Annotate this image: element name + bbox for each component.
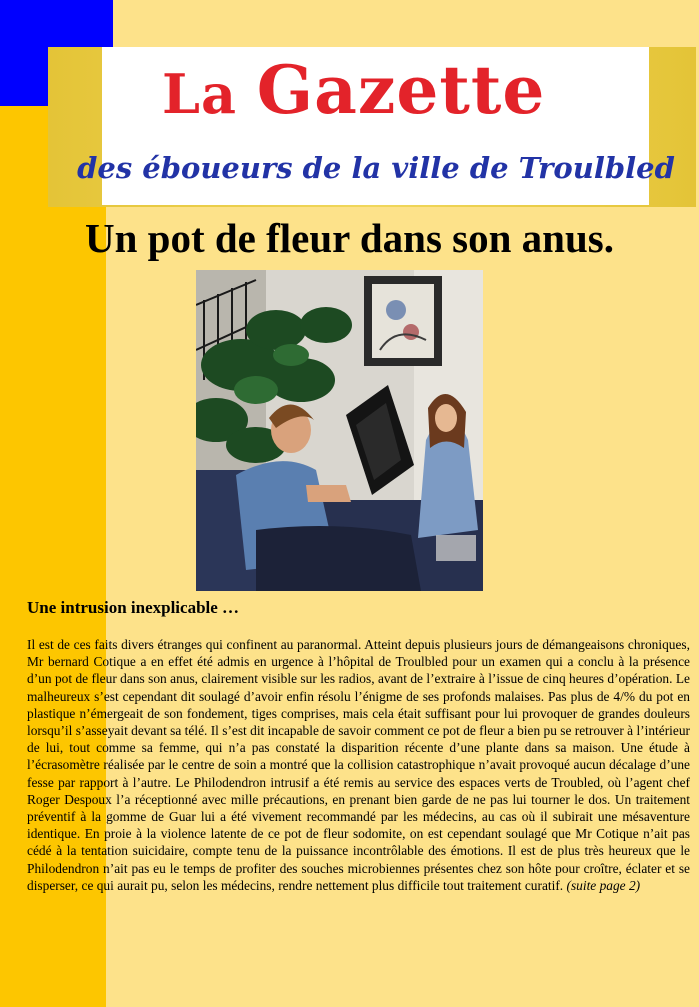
masthead-title [162,51,546,129]
article-body [27,636,690,894]
continuation-note: (suite page 2) [566,877,641,893]
masthead-title-gazette: Gazette [256,51,546,129]
article-headline: Un pot de fleur dans son anus. [85,215,614,261]
masthead-title-la: La [162,62,237,126]
article-photo [196,270,483,591]
masthead [77,47,675,205]
article-subheading: Une intrusion inexplicable … [27,598,240,617]
article-text: Il est de ces faits divers étranges qui confinent au paranormal. Atteint depuis plusieurs jours de démangeaisons chroniques, Mr bernard Cotique a en effet été admis en urgence à l’hôpital de Troulbled pour un examen qui a conclu à la présence d’un pot de fleur dans son anus, clairement visible sur les radios, avant de l’extraire à l’issue de cinq heures d’opération. Le malheureux s’est cependant dit soulagé d’avoir enfin résolu l’énigme de ses profonds malaises. Pas plus de 4/% du pot en plastique n’émergeait de son fondement, tiges comprises, mais cela était suffisant pour lui provoquer de grandes douleurs lorsqu’il s’asseyait devant sa télé. Il s’est dit incapable de savoir comment ce pot de fleur a bien pu se retrouver à l’intérieur de lui, tout comme sa femme, qui n’a pas constaté la disparition récente d’une plante dans sa maison. Une étude à l’écrasomètre réalisée par le centre de soin a montré que la collision catastrophique n’avait provoqué aucun décalage d’une fesse par rapport à l’autre. Le Philodendron intrusif a été remis au service des espaces verts de Troubled, où l’agent chef Roger Despoux l’a réceptionné avec mille précautions, en prenant bien garde de ne pas lui tourner le dos. Un traitement préventif à la gomme de Guar lui a été vivement recommandé par les médecins, au cas où il subirait une mésaventure identique. En proie à la violence latente de ce pot de fleur sodomite, on est cependant soulagé que Mr Cotique n’ait pas cédé à la tentation suicidaire, compte tenu de la puissance incontrôlable des émotions. Il est de plus très heureux que le Philodendron n’ait pas eu le temps de profiter des souches microbiennes présentes chez son hôte pour croître, éclater et se disperser, ce qui aurait pu, selon les médecins, rendre nettement plus difficile tout traitement curatif. [27,637,690,893]
masthead-subtitle: des éboueurs de la ville de Troulbled [77,151,675,185]
